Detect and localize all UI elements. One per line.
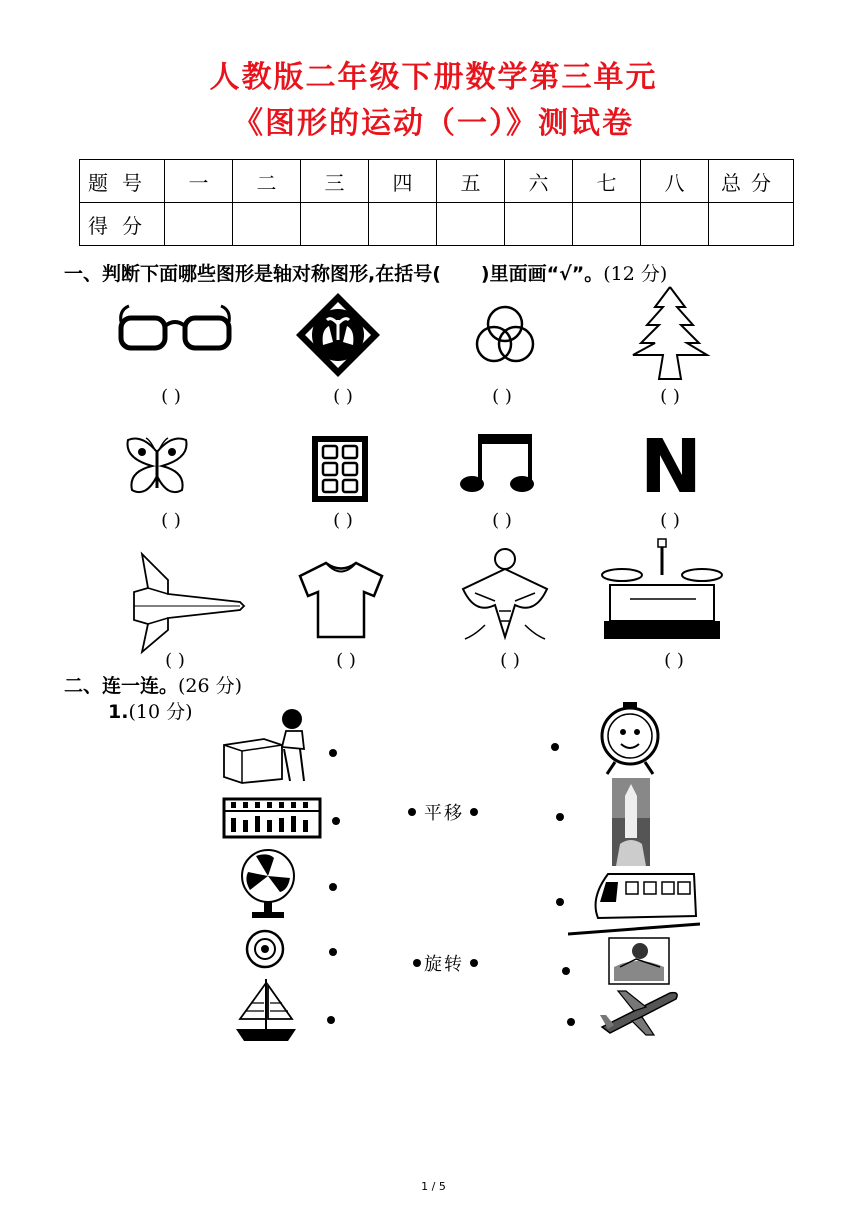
page-number: 1 / 5 <box>421 1180 446 1193</box>
connect-dot[interactable] <box>470 959 478 967</box>
score-table <box>79 159 794 246</box>
section1-text: 判断下面哪些图形是轴对称图形,在括号( <box>102 263 441 285</box>
col-6: 六 <box>505 160 573 203</box>
score-table-header-row <box>80 160 794 203</box>
score-cell[interactable] <box>233 203 301 246</box>
col-total: 总分 <box>709 160 794 203</box>
col-5: 五 <box>437 160 505 203</box>
connect-dot[interactable] <box>551 743 559 751</box>
label-rotate: 旋转 <box>424 954 464 975</box>
answer-paren[interactable]: ( ) <box>333 386 353 407</box>
connect-dot[interactable] <box>327 1016 335 1024</box>
answer-paren[interactable]: ( ) <box>165 650 185 671</box>
letter-n: N <box>640 424 702 510</box>
score-table-score-row <box>80 203 794 246</box>
t-shirt-icon <box>296 560 386 640</box>
score-cell[interactable] <box>165 203 233 246</box>
label-translate: 平移 <box>424 803 464 824</box>
tree-icon <box>625 283 715 383</box>
abacus-icon <box>222 796 322 841</box>
col-1: 一 <box>165 160 233 203</box>
cd-icon <box>244 928 286 970</box>
answer-paren[interactable]: ( ) <box>161 386 181 407</box>
title-line-1: 人教版二年级下册数学第三单元 <box>209 60 658 95</box>
window-icon <box>310 434 370 504</box>
score-label: 得分 <box>80 203 165 246</box>
butterfly-icon <box>122 432 192 502</box>
connect-dot[interactable] <box>567 1018 575 1026</box>
answer-paren[interactable]: ( ) <box>660 510 680 531</box>
connect-dot[interactable] <box>329 883 337 891</box>
col-4: 四 <box>369 160 437 203</box>
connect-dot[interactable] <box>556 813 564 821</box>
answer-paren[interactable]: ( ) <box>333 510 353 531</box>
connect-dot[interactable] <box>470 808 478 816</box>
connect-dot[interactable] <box>562 967 570 975</box>
col-2: 二 <box>233 160 301 203</box>
fan-icon <box>234 848 304 920</box>
section2-heading-text: 二、连一连。 <box>64 675 179 697</box>
answer-paren[interactable]: ( ) <box>492 386 512 407</box>
connect-dot[interactable] <box>329 749 337 757</box>
answer-paren[interactable]: ( ) <box>500 650 520 671</box>
connect-dot[interactable] <box>408 808 416 816</box>
section1-points: (12 分) <box>603 263 668 285</box>
balance-scale-icon <box>600 535 725 645</box>
answer-paren[interactable]: ( ) <box>336 650 356 671</box>
car-icon <box>608 937 670 985</box>
answer-paren[interactable]: ( ) <box>664 650 684 671</box>
logo-hands-icon <box>293 290 383 380</box>
three-circles-icon <box>470 302 540 367</box>
col-7: 七 <box>573 160 641 203</box>
glasses-icon <box>115 300 235 360</box>
score-cell[interactable] <box>505 203 573 246</box>
score-cell[interactable] <box>641 203 709 246</box>
section2-heading <box>64 671 242 698</box>
section2-sub1-number: 1. <box>108 701 129 723</box>
connect-dot[interactable] <box>413 959 421 967</box>
sailboat-icon <box>232 975 302 1047</box>
pushing-box-icon <box>220 705 315 785</box>
connect-dot[interactable] <box>556 898 564 906</box>
answer-paren[interactable]: ( ) <box>492 510 512 531</box>
score-cell[interactable] <box>437 203 505 246</box>
answer-paren[interactable]: ( ) <box>161 510 181 531</box>
col-8: 八 <box>641 160 709 203</box>
section2-sub1 <box>108 697 193 724</box>
col-3: 三 <box>301 160 369 203</box>
header-label: 题号 <box>80 160 165 203</box>
score-cell[interactable] <box>369 203 437 246</box>
section2-points: (26 分) <box>178 675 243 697</box>
rocket-icon <box>612 778 650 866</box>
clock-icon <box>595 700 665 778</box>
section1-text2: )里面画“√”。 <box>480 263 604 285</box>
section1-number: 一、 <box>64 263 103 285</box>
section2-sub1-points: (10 分) <box>128 701 193 723</box>
answer-paren[interactable]: ( ) <box>660 386 680 407</box>
connect-dot[interactable] <box>329 948 337 956</box>
score-cell[interactable] <box>301 203 369 246</box>
score-cell[interactable] <box>573 203 641 246</box>
train-icon <box>568 868 700 938</box>
connect-dot[interactable] <box>332 817 340 825</box>
title-line-2: 《图形的运动（一）》测试卷 <box>233 106 634 141</box>
section1-heading <box>64 259 667 286</box>
score-cell[interactable] <box>709 203 794 246</box>
airplane-icon <box>598 985 680 1040</box>
jet-plane-icon <box>128 550 248 655</box>
kite-icon <box>455 545 555 645</box>
music-note-icon <box>458 430 538 495</box>
